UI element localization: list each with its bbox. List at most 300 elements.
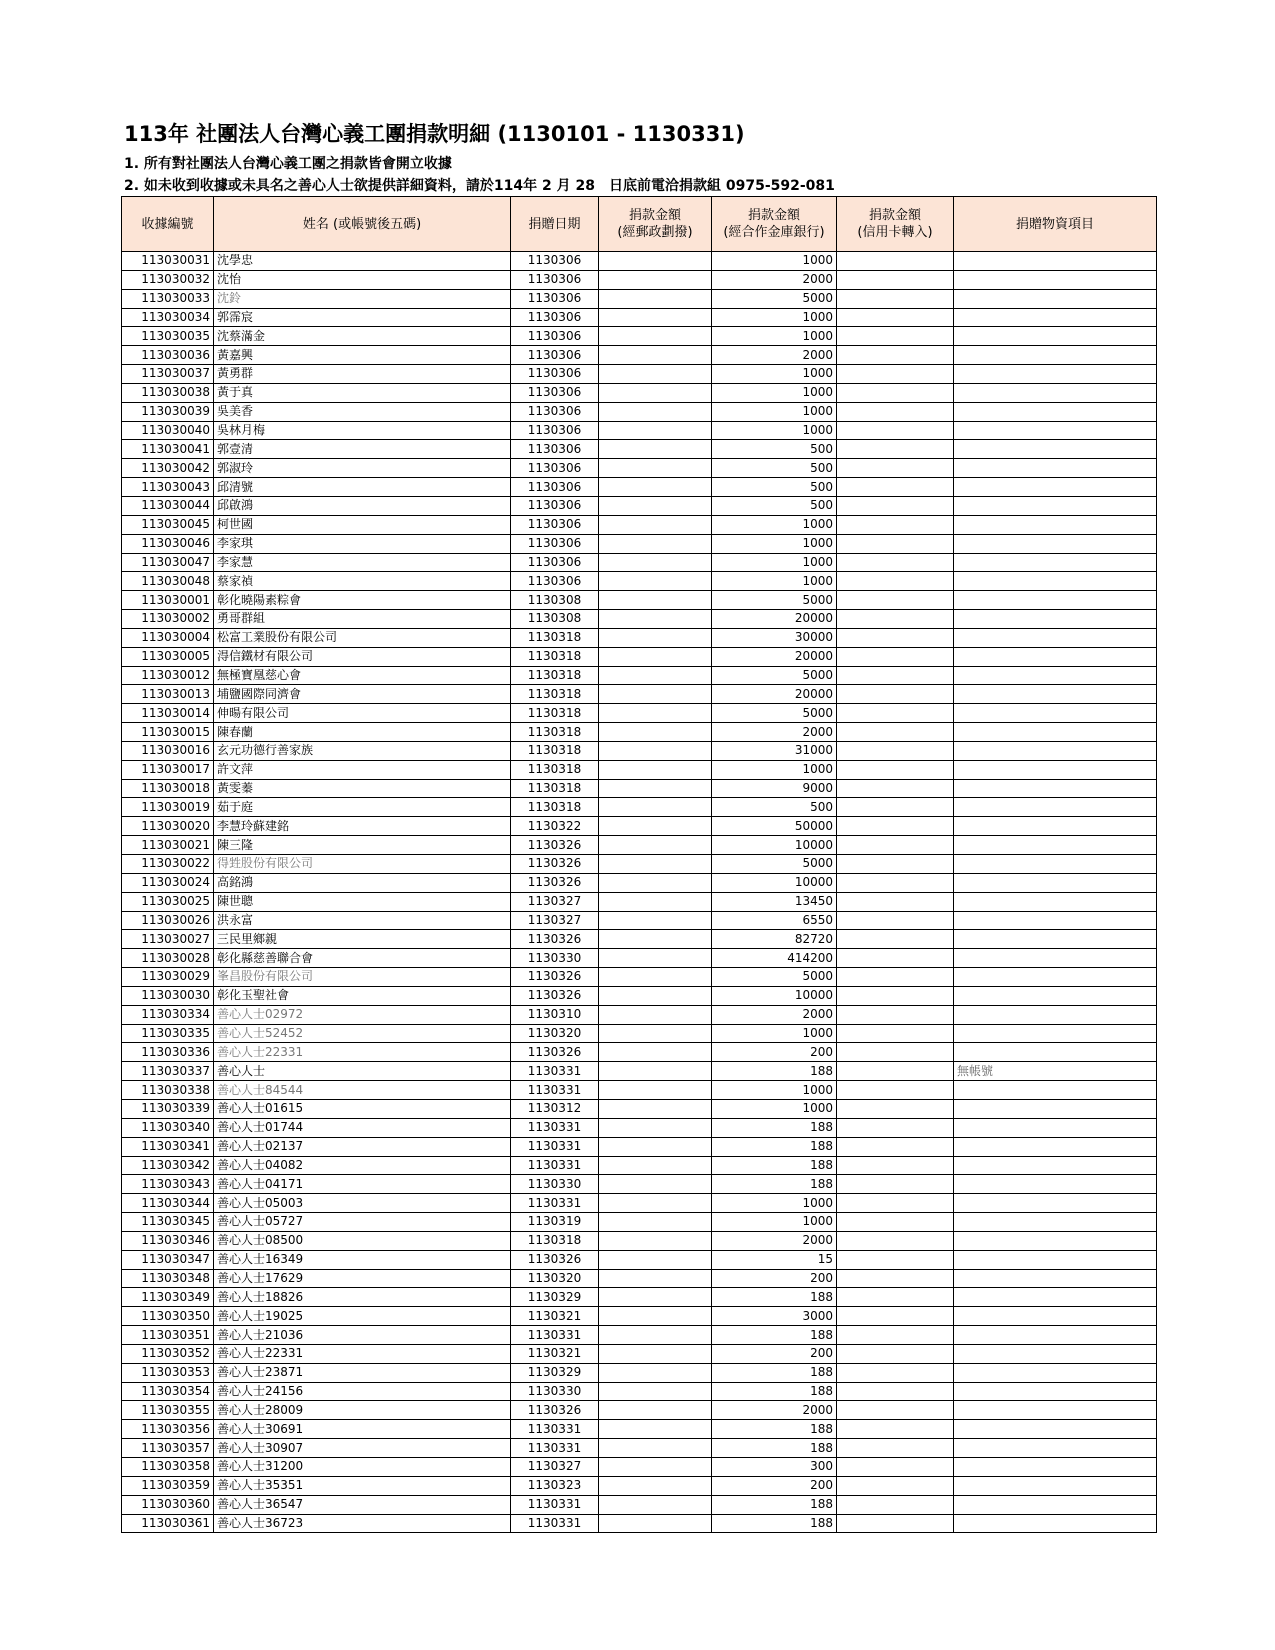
- amount-postal: [599, 1081, 712, 1100]
- amount-card: [837, 1062, 954, 1081]
- amount-bank: 2000: [712, 723, 837, 742]
- receipt-no: 113030341: [122, 1137, 214, 1156]
- donation-date: 1130318: [511, 760, 599, 779]
- amount-bank: 188: [712, 1118, 837, 1137]
- header-amount-postal: 捐款金額 (經郵政劃撥): [599, 197, 712, 252]
- table-row: [122, 1382, 1157, 1401]
- amount-card: [837, 1382, 954, 1401]
- receipt-no: 113030002: [122, 610, 214, 629]
- amount-bank: 5000: [712, 968, 837, 987]
- donation-date: 1130327: [511, 1458, 599, 1477]
- amount-bank: 1000: [712, 1024, 837, 1043]
- amount-postal: [599, 666, 712, 685]
- amount-card: [837, 855, 954, 874]
- receipt-no: 113030019: [122, 798, 214, 817]
- amount-card: [837, 308, 954, 327]
- amount-postal: [599, 1231, 712, 1250]
- amount-bank: 50000: [712, 817, 837, 836]
- receipt-no: 113030017: [122, 760, 214, 779]
- goods-item: [954, 1118, 1157, 1137]
- amount-postal: [599, 1118, 712, 1137]
- amount-postal: [599, 1269, 712, 1288]
- receipt-no: 113030340: [122, 1118, 214, 1137]
- goods-item: [954, 1194, 1157, 1213]
- amount-bank: 188: [712, 1420, 837, 1439]
- amount-postal: [599, 949, 712, 968]
- amount-postal: [599, 421, 712, 440]
- amount-card: [837, 440, 954, 459]
- goods-item: [954, 1213, 1157, 1232]
- table-row: [122, 986, 1157, 1005]
- amount-postal: [599, 440, 712, 459]
- amount-postal: [599, 873, 712, 892]
- table-row: [122, 1024, 1157, 1043]
- donor-name: 黃雯蓁: [214, 779, 511, 798]
- donor-name: 郭霈宸: [214, 308, 511, 327]
- table-row: [122, 1081, 1157, 1100]
- amount-bank: 188: [712, 1326, 837, 1345]
- donor-name: 沈鈴: [214, 289, 511, 308]
- table-header-row: [122, 197, 1157, 252]
- goods-item: [954, 308, 1157, 327]
- goods-item: [954, 1401, 1157, 1420]
- amount-card: [837, 534, 954, 553]
- amount-card: [837, 1043, 954, 1062]
- donation-date: 1130318: [511, 798, 599, 817]
- donor-name: 柯世國: [214, 515, 511, 534]
- donor-name: 善心人士21036: [214, 1326, 511, 1345]
- amount-postal: [599, 591, 712, 610]
- amount-bank: 414200: [712, 949, 837, 968]
- receipt-no: 113030030: [122, 986, 214, 1005]
- donation-date: 1130306: [511, 421, 599, 440]
- receipt-no: 113030342: [122, 1156, 214, 1175]
- donor-name: 李慧玲蘇建銘: [214, 817, 511, 836]
- receipt-no: 113030001: [122, 591, 214, 610]
- receipt-no: 113030024: [122, 873, 214, 892]
- donation-date: 1130331: [511, 1514, 599, 1533]
- receipt-no: 113030339: [122, 1099, 214, 1118]
- donation-date: 1130318: [511, 704, 599, 723]
- amount-postal: [599, 1213, 712, 1232]
- amount-card: [837, 1401, 954, 1420]
- donor-name: 善心人士02137: [214, 1137, 511, 1156]
- amount-bank: 13450: [712, 892, 837, 911]
- amount-postal: [599, 1344, 712, 1363]
- amount-card: [837, 515, 954, 534]
- receipt-no: 113030022: [122, 855, 214, 874]
- table-row: [122, 591, 1157, 610]
- amount-card: [837, 1514, 954, 1533]
- goods-item: [954, 346, 1157, 365]
- amount-bank: 5000: [712, 289, 837, 308]
- receipt-no: 113030336: [122, 1043, 214, 1062]
- amount-bank: 1000: [712, 515, 837, 534]
- receipt-no: 113030027: [122, 930, 214, 949]
- goods-item: [954, 252, 1157, 271]
- amount-card: [837, 610, 954, 629]
- amount-postal: [599, 289, 712, 308]
- goods-item: [954, 779, 1157, 798]
- goods-item: 無帳號: [954, 1062, 1157, 1081]
- amount-card: [837, 836, 954, 855]
- amount-postal: [599, 1137, 712, 1156]
- table-row: [122, 1156, 1157, 1175]
- donation-date: 1130306: [511, 402, 599, 421]
- donation-date: 1130308: [511, 591, 599, 610]
- amount-postal: [599, 534, 712, 553]
- table-row: [122, 1363, 1157, 1382]
- header-name: 姓名 (或帳號後五碼): [214, 197, 511, 252]
- amount-postal: [599, 685, 712, 704]
- goods-item: [954, 1269, 1157, 1288]
- amount-card: [837, 1156, 954, 1175]
- donor-name: 邱啟鴻: [214, 496, 511, 515]
- receipt-no: 113030045: [122, 515, 214, 534]
- amount-bank: 200: [712, 1344, 837, 1363]
- amount-card: [837, 949, 954, 968]
- donor-name: 松富工業股份有限公司: [214, 628, 511, 647]
- amount-bank: 188: [712, 1175, 837, 1194]
- table-row: [122, 741, 1157, 760]
- amount-card: [837, 1476, 954, 1495]
- amount-card: [837, 1175, 954, 1194]
- donation-date: 1130306: [511, 270, 599, 289]
- amount-bank: 20000: [712, 685, 837, 704]
- receipt-no: 113030337: [122, 1062, 214, 1081]
- donation-date: 1130318: [511, 628, 599, 647]
- donation-date: 1130318: [511, 723, 599, 742]
- amount-card: [837, 1288, 954, 1307]
- table-row: [122, 308, 1157, 327]
- receipt-no: 113030028: [122, 949, 214, 968]
- amount-card: [837, 1326, 954, 1345]
- donor-name: 郭淑玲: [214, 459, 511, 478]
- table-row: [122, 365, 1157, 384]
- amount-card: [837, 741, 954, 760]
- goods-item: [954, 911, 1157, 930]
- donor-name: 沈怡: [214, 270, 511, 289]
- table-row: [122, 553, 1157, 572]
- goods-item: [954, 496, 1157, 515]
- table-row: [122, 647, 1157, 666]
- receipt-no: 113030344: [122, 1194, 214, 1213]
- goods-item: [954, 459, 1157, 478]
- donor-name: 彰化縣慈善聯合會: [214, 949, 511, 968]
- amount-bank: 188: [712, 1439, 837, 1458]
- donation-date: 1130306: [511, 553, 599, 572]
- donation-date: 1130331: [511, 1156, 599, 1175]
- donation-date: 1130331: [511, 1081, 599, 1100]
- donation-date: 1130318: [511, 741, 599, 760]
- amount-postal: [599, 1175, 712, 1194]
- table-row: [122, 1043, 1157, 1062]
- donor-name: 善心人士36723: [214, 1514, 511, 1533]
- amount-card: [837, 1439, 954, 1458]
- table-row: [122, 779, 1157, 798]
- table-row: [122, 383, 1157, 402]
- receipt-no: 113030012: [122, 666, 214, 685]
- donor-name: 李家慧: [214, 553, 511, 572]
- receipt-no: 113030040: [122, 421, 214, 440]
- amount-bank: 500: [712, 496, 837, 515]
- donation-date: 1130326: [511, 1043, 599, 1062]
- amount-bank: 9000: [712, 779, 837, 798]
- amount-postal: [599, 1401, 712, 1420]
- amount-card: [837, 760, 954, 779]
- amount-postal: [599, 1043, 712, 1062]
- amount-postal: [599, 365, 712, 384]
- donor-name: 善心人士31200: [214, 1458, 511, 1477]
- donation-date: 1130306: [511, 327, 599, 346]
- donor-name: 無極寶凰慈心會: [214, 666, 511, 685]
- amount-card: [837, 1137, 954, 1156]
- goods-item: [954, 1137, 1157, 1156]
- amount-bank: 1000: [712, 572, 837, 591]
- goods-item: [954, 741, 1157, 760]
- amount-postal: [599, 1250, 712, 1269]
- goods-item: [954, 270, 1157, 289]
- amount-bank: 300: [712, 1458, 837, 1477]
- receipt-no: 113030042: [122, 459, 214, 478]
- table-row: [122, 478, 1157, 497]
- amount-card: [837, 1344, 954, 1363]
- table-row: [122, 1137, 1157, 1156]
- donation-date: 1130321: [511, 1307, 599, 1326]
- donation-date: 1130306: [511, 308, 599, 327]
- table-row: [122, 1439, 1157, 1458]
- table-row: [122, 930, 1157, 949]
- donation-date: 1130330: [511, 1382, 599, 1401]
- amount-bank: 82720: [712, 930, 837, 949]
- donation-date: 1130322: [511, 817, 599, 836]
- amount-bank: 188: [712, 1156, 837, 1175]
- receipt-no: 113030013: [122, 685, 214, 704]
- goods-item: [954, 968, 1157, 987]
- goods-item: [954, 478, 1157, 497]
- amount-bank: 500: [712, 459, 837, 478]
- table-row: [122, 610, 1157, 629]
- amount-card: [837, 1307, 954, 1326]
- donation-date: 1130326: [511, 836, 599, 855]
- table-row: [122, 892, 1157, 911]
- donor-name: 善心人士18826: [214, 1288, 511, 1307]
- amount-card: [837, 723, 954, 742]
- table-row: [122, 327, 1157, 346]
- amount-card: [837, 383, 954, 402]
- donation-date: 1130326: [511, 1401, 599, 1420]
- amount-postal: [599, 1326, 712, 1345]
- goods-item: [954, 1024, 1157, 1043]
- goods-item: [954, 723, 1157, 742]
- goods-item: [954, 986, 1157, 1005]
- amount-bank: 188: [712, 1363, 837, 1382]
- donation-date: 1130306: [511, 572, 599, 591]
- amount-card: [837, 817, 954, 836]
- receipt-no: 113030358: [122, 1458, 214, 1477]
- receipt-no: 113030349: [122, 1288, 214, 1307]
- amount-card: [837, 252, 954, 271]
- table-row: [122, 496, 1157, 515]
- table-row: [122, 968, 1157, 987]
- donor-name: 善心人士30691: [214, 1420, 511, 1439]
- receipt-no: 113030043: [122, 478, 214, 497]
- amount-postal: [599, 1062, 712, 1081]
- receipt-no: 113030039: [122, 402, 214, 421]
- table-row: [122, 911, 1157, 930]
- amount-card: [837, 327, 954, 346]
- goods-item: [954, 1288, 1157, 1307]
- goods-item: [954, 1099, 1157, 1118]
- amount-bank: 200: [712, 1269, 837, 1288]
- amount-postal: [599, 1495, 712, 1514]
- donation-date: 1130331: [511, 1062, 599, 1081]
- donor-name: 善心人士04171: [214, 1175, 511, 1194]
- donation-date: 1130306: [511, 496, 599, 515]
- amount-bank: 188: [712, 1062, 837, 1081]
- receipt-no: 113030016: [122, 741, 214, 760]
- goods-item: [954, 572, 1157, 591]
- table-row: [122, 1476, 1157, 1495]
- receipt-no: 113030348: [122, 1269, 214, 1288]
- amount-bank: 5000: [712, 704, 837, 723]
- goods-item: [954, 647, 1157, 666]
- amount-card: [837, 1269, 954, 1288]
- goods-item: [954, 1156, 1157, 1175]
- amount-card: [837, 1024, 954, 1043]
- amount-card: [837, 628, 954, 647]
- amount-postal: [599, 459, 712, 478]
- table-row: [122, 1420, 1157, 1439]
- amount-postal: [599, 628, 712, 647]
- amount-card: [837, 270, 954, 289]
- goods-item: [954, 930, 1157, 949]
- goods-item: [954, 1382, 1157, 1401]
- header-amount-bank: 捐款金額 (經合作金庫銀行): [712, 197, 837, 252]
- receipt-no: 113030347: [122, 1250, 214, 1269]
- amount-card: [837, 1081, 954, 1100]
- table-row: [122, 1194, 1157, 1213]
- table-row: [122, 1344, 1157, 1363]
- amount-bank: 20000: [712, 647, 837, 666]
- amount-card: [837, 459, 954, 478]
- table-row: [122, 459, 1157, 478]
- donor-name: 埔鹽國際同濟會: [214, 685, 511, 704]
- receipt-no: 113030351: [122, 1326, 214, 1345]
- amount-card: [837, 1194, 954, 1213]
- table-row: [122, 817, 1157, 836]
- goods-item: [954, 1439, 1157, 1458]
- table-row: [122, 572, 1157, 591]
- amount-postal: [599, 346, 712, 365]
- amount-postal: [599, 1476, 712, 1495]
- amount-card: [837, 798, 954, 817]
- goods-item: [954, 1307, 1157, 1326]
- donor-name: 洪永富: [214, 911, 511, 930]
- amount-card: [837, 1118, 954, 1137]
- amount-bank: 1000: [712, 760, 837, 779]
- amount-postal: [599, 610, 712, 629]
- amount-bank: 188: [712, 1495, 837, 1514]
- amount-bank: 15: [712, 1250, 837, 1269]
- donation-date: 1130318: [511, 1231, 599, 1250]
- goods-item: [954, 628, 1157, 647]
- goods-item: [954, 421, 1157, 440]
- donor-name: 善心人士04082: [214, 1156, 511, 1175]
- table-row: [122, 534, 1157, 553]
- donor-name: 善心人士01615: [214, 1099, 511, 1118]
- donor-name: 善心人士: [214, 1062, 511, 1081]
- amount-card: [837, 666, 954, 685]
- donation-date: 1130326: [511, 930, 599, 949]
- donation-date: 1130310: [511, 1005, 599, 1024]
- amount-card: [837, 968, 954, 987]
- donation-date: 1130331: [511, 1495, 599, 1514]
- amount-bank: 188: [712, 1514, 837, 1533]
- donor-name: 善心人士05727: [214, 1213, 511, 1232]
- receipt-no: 113030029: [122, 968, 214, 987]
- table-row: [122, 666, 1157, 685]
- amount-card: [837, 1099, 954, 1118]
- donation-date: 1130329: [511, 1288, 599, 1307]
- receipt-no: 113030361: [122, 1514, 214, 1533]
- donation-date: 1130323: [511, 1476, 599, 1495]
- table-row: [122, 1118, 1157, 1137]
- amount-bank: 10000: [712, 873, 837, 892]
- table-row: [122, 1213, 1157, 1232]
- goods-item: [954, 553, 1157, 572]
- amount-postal: [599, 968, 712, 987]
- donation-date: 1130306: [511, 365, 599, 384]
- receipt-no: 113030334: [122, 1005, 214, 1024]
- goods-item: [954, 1175, 1157, 1194]
- amount-postal: [599, 1420, 712, 1439]
- donor-name: 伸暘有限公司: [214, 704, 511, 723]
- donor-name: 蔡家禎: [214, 572, 511, 591]
- amount-bank: 1000: [712, 1194, 837, 1213]
- amount-postal: [599, 892, 712, 911]
- donation-date: 1130331: [511, 1118, 599, 1137]
- donation-date: 1130319: [511, 1213, 599, 1232]
- donor-name: 黃嘉興: [214, 346, 511, 365]
- receipt-no: 113030004: [122, 628, 214, 647]
- goods-item: [954, 760, 1157, 779]
- goods-item: [954, 1514, 1157, 1533]
- goods-item: [954, 1231, 1157, 1250]
- receipt-no: 113030343: [122, 1175, 214, 1194]
- amount-card: [837, 930, 954, 949]
- table-row: [122, 1005, 1157, 1024]
- amount-postal: [599, 1458, 712, 1477]
- goods-item: [954, 365, 1157, 384]
- amount-bank: 1000: [712, 402, 837, 421]
- goods-item: [954, 704, 1157, 723]
- receipt-no: 113030020: [122, 817, 214, 836]
- amount-bank: 200: [712, 1476, 837, 1495]
- table-row: [122, 1099, 1157, 1118]
- donor-name: 峯昌股份有限公司: [214, 968, 511, 987]
- header-date: 捐贈日期: [511, 197, 599, 252]
- donation-date: 1130306: [511, 534, 599, 553]
- receipt-no: 113030041: [122, 440, 214, 459]
- amount-bank: 2000: [712, 1005, 837, 1024]
- donation-date: 1130326: [511, 1250, 599, 1269]
- amount-postal: [599, 1382, 712, 1401]
- goods-item: [954, 402, 1157, 421]
- donation-table: [121, 196, 1157, 1533]
- table-row: [122, 402, 1157, 421]
- donation-date: 1130326: [511, 873, 599, 892]
